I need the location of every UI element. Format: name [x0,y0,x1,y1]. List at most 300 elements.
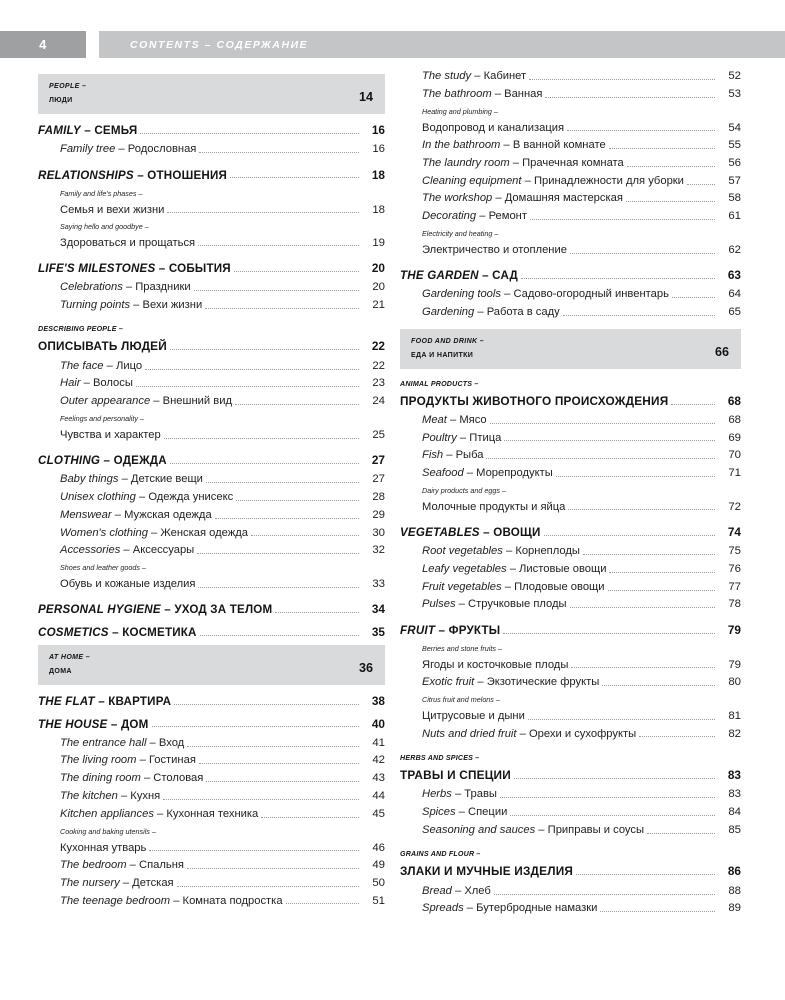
entry-title: Gardening – Работа в саду [422,305,560,318]
entry-page-number: 85 [728,823,741,836]
entry-title: Meat – Мясо [422,413,487,426]
entry-title: The living room – Гостиная [60,754,196,767]
entry-title-en: Menswear [60,508,112,521]
toc-entry-row[interactable] [60,752,385,770]
entry-title-ru: Корнеплоды [515,545,580,558]
entry-title: The workshop – Домашняя мастерская [422,192,623,205]
entry-title-en: Fish [422,449,444,462]
entry-title-ru: Домашняя мастерская [504,192,623,205]
entry-title-ru: Здороваться и прощаться [60,236,196,249]
toc-entry-row[interactable] [422,674,741,692]
entry-page-number: 25 [372,429,385,442]
entry-title-ru: Водопровод и канализация [422,121,565,134]
entry-page-number: 28 [372,490,385,503]
toc-entry-row[interactable] [60,788,385,806]
entry-page-number: 79 [727,623,741,637]
toc-entry-row[interactable] [60,542,385,560]
dot-leader [609,144,715,149]
entry-title-en: Seafood [422,467,464,480]
dot-leader [215,514,359,519]
entry-title-en: Cleaning equipment [422,174,522,187]
toc-chapter-row[interactable] [38,716,385,731]
entry-title: The study – Кабинет [422,70,527,83]
chapter-title: THE GARDEN – САД [400,269,518,283]
toc-chapter-row[interactable] [400,754,741,782]
toc-entry-row[interactable] [60,357,385,375]
entry-title-en: Pulses [422,598,456,611]
entry-page-number: 24 [372,395,385,408]
toc-entry-row[interactable] [422,786,741,804]
entry-title-ru: Обувь и кожаные изделия [60,578,196,591]
entry-page-number: 81 [728,710,741,723]
entry-title-en: Poultry [422,431,457,444]
toc-chapter-row[interactable] [38,627,385,639]
entry-page-number: 76 [728,562,741,575]
chapter-title: VEGETABLES – ОВОЩИ [400,526,541,540]
entry-title: Family tree – Родословная [60,142,197,155]
entry-title-ru: Семья и вехи жизни [60,203,165,216]
entry-title-en: In the bathroom [422,139,501,152]
toc-entry-row[interactable] [422,286,741,304]
toc-entry-row[interactable] [60,471,385,489]
entry-title-en: Outer appearance [60,395,151,408]
dot-leader [197,549,359,554]
toc-chapter-row[interactable] [38,263,385,275]
dot-leader [170,459,359,464]
entry-title: Spreads – Бутербродные намазки [422,902,598,915]
entry-title-ru: Рыба [455,449,484,462]
entry-title-ru: Аксессуары [132,544,195,557]
entry-page-number: 30 [372,526,385,539]
entry-title-ru: Чувства и характер [60,429,161,442]
toc-part-banner[interactable] [400,329,741,369]
entry-title-en: Spices [422,806,456,819]
dot-leader [152,722,360,727]
toc-entry-row[interactable] [60,806,385,824]
chapter-title-en: LIFE'S MILESTONES [38,262,156,276]
entry-title-en: The entrance hall [60,736,147,749]
toc-entry-row[interactable] [60,219,385,252]
entry-title-ru: Прачечная комната [522,156,624,169]
dot-leader [570,249,715,254]
chapter-title-ru: КОСМЕТИКА [122,626,197,640]
toc-entry-row[interactable] [422,86,741,104]
entry-page-number: 64 [728,288,741,301]
toc-entry-row[interactable] [422,692,741,725]
dot-leader [275,608,359,613]
dot-leader [494,890,715,895]
dot-leader [609,568,715,573]
entry-title-en: The dining room [60,772,141,785]
entry-title-en: Unisex clothing [60,490,136,503]
entry-title: Nuts and dried fruit – Орехи и сухофрукты [422,727,637,740]
chapter-title-ru: КВАРТИРА [108,694,172,708]
entry-title-ru: Садово-огородный инвентарь [513,288,669,301]
entry-title-en: Dairy products and eggs – [422,485,506,495]
chapter-title-ru: ОВОЩИ [493,526,541,540]
entry-page-number: 16 [372,142,385,155]
entry-title: Leafy vegetables – Листовые овощи [422,562,607,575]
entry-title-ru: Стручковые плоды [468,598,567,611]
entry-page-number: 61 [728,210,741,223]
toc-entry-row[interactable] [422,68,741,86]
entry-title: The teenage bedroom – Комната подростка [60,894,283,907]
entry-title-ru: Лицо [116,359,143,372]
entry-title: The bedroom – Спальня [60,858,184,871]
toc-entry-row[interactable] [60,507,385,525]
entry-page-number: 40 [371,716,385,731]
entry-title-en: Hair [60,377,81,390]
dot-leader [576,870,715,875]
dot-leader [199,148,359,153]
dot-leader [568,505,715,510]
entry-title-ru: Женская одежда [160,526,248,539]
entry-title: Seasoning and sauces – Приправы и соусы [422,823,645,836]
entry-title-ru: Ягоды и косточковые плоды [422,658,569,671]
dot-leader [140,129,359,134]
entry-page-number: 84 [728,806,741,819]
toc-entry-row[interactable] [60,185,385,218]
entry-title-ru: Травы [464,788,497,801]
toc-entry-row[interactable] [60,770,385,788]
toc-entry-row[interactable] [422,190,741,208]
entry-page-number: 46 [372,841,385,854]
entry-page-number: 79 [728,658,741,671]
entry-title: Fish – Рыба [422,449,484,462]
toc-chapter-row[interactable] [38,125,385,137]
chapter-title-en: THE GARDEN [400,269,479,283]
dot-leader [514,774,715,779]
toc-entry-row[interactable] [422,155,741,173]
entry-page-number: 34 [371,602,385,617]
entry-title-en: Shoes and leather goods – [60,563,146,573]
entry-title-en: The workshop [422,192,493,205]
dot-leader [199,759,359,764]
toc-entry-row[interactable] [422,412,741,430]
toc-entry-row[interactable] [422,804,741,822]
banner-title-ru: ЛЮДИ [49,97,73,104]
chapter-title: FAMILY – СЕМЬЯ [38,124,138,137]
entry-title-ru: Бутербродные намазки [476,902,598,915]
entry-page-number: 62 [728,244,741,257]
entry-title-en: Electricity and heating – [422,229,499,239]
toc-chapter-row[interactable] [400,850,741,878]
dot-leader [510,811,715,816]
dot-leader [170,345,359,350]
entry-title-ru: Вход [158,736,185,749]
entry-title-ru: Детская [132,876,174,889]
entry-page-number: 70 [728,449,741,462]
banner-page-number: 66 [714,344,729,359]
entry-title-ru: Детские вещи [130,473,203,486]
toc-chapter-row[interactable] [400,380,741,408]
entry-title-en: Family and life's phases – [60,188,143,198]
entry-title: Pulses – Стручковые плоды [422,598,567,611]
dot-leader [503,629,715,634]
chapter-title-en: FAMILY [38,124,81,137]
page-title: CONTENTS – СОДЕРЖАНИЕ [130,38,309,51]
entry-page-number: 27 [371,453,385,468]
toc-chapter-row[interactable] [400,270,741,282]
dot-leader [230,173,359,178]
entry-page-number: 21 [372,298,385,311]
toc-chapter-row[interactable] [38,167,385,182]
entry-title-ru: Приправы и соусы [547,823,645,836]
chapter-title-ru: ОТНОШЕНИЯ [147,168,228,182]
entry-title-en: Feelings and personality – [60,414,144,424]
chapter-title-en: DESCRIBING PEOPLE – [38,325,124,334]
toc-chapter-row[interactable] [38,604,385,616]
entry-title-ru: Кухонная утварь [60,841,147,854]
toc-entry-row[interactable] [60,823,385,856]
entry-page-number: 82 [728,727,741,740]
toc-entry-row[interactable] [422,822,741,840]
dot-leader [500,793,715,798]
entry-page-number: 55 [728,139,741,152]
dot-leader [567,126,715,131]
entry-title-ru: Птица [469,431,502,444]
toc-entry-row[interactable] [422,208,741,226]
dot-leader [530,215,715,220]
toc-entry-row[interactable] [60,734,385,752]
toc-entry-row[interactable] [60,411,385,444]
entry-title: The face – Лицо [60,359,143,372]
entry-title-ru: Хлеб [464,884,491,897]
entry-title-ru: В ванной комнате [512,139,606,152]
entry-title-ru: Мужская одежда [124,508,212,521]
entry-title-ru: Экзотические фрукты [486,676,600,689]
entry-title: Seafood – Морепродукты [422,467,553,480]
banner-title-en: FOOD AND DRINK – [411,337,485,345]
entry-page-number: 51 [372,894,385,907]
entry-title-ru: Морепродукты [476,467,553,480]
chapter-title-en: THE FLAT [38,694,95,708]
entry-title-en: Nuts and dried fruit [422,727,517,740]
entry-title-en: The bedroom [60,858,127,871]
header-bar [99,31,785,58]
toc-entry-row[interactable] [60,297,385,315]
entry-title-en: Women's clothing [60,526,148,539]
entry-title-ru: Праздники [135,281,191,294]
toc-entry-row[interactable] [422,561,741,579]
chapter-title: THE FLAT – КВАРТИРА [38,694,172,708]
toc-entry-row[interactable] [422,429,741,447]
toc-entry-row[interactable] [60,875,385,893]
toc-entry-row[interactable] [60,375,385,393]
entry-title-en: The kitchen [60,790,118,802]
entry-title-ru: Кабинет [483,70,527,83]
toc-entry-row[interactable] [422,543,741,561]
entry-page-number: 68 [727,393,741,408]
entry-title: Outer appearance – Внешний вид [60,395,232,408]
dot-leader [602,681,715,686]
entry-title-en: The nursery [60,876,120,889]
entry-title-en: Spreads [422,902,464,915]
entry-page-number: 54 [728,121,741,134]
toc-entry-row[interactable] [422,226,741,259]
entry-title: In the bathroom – В ванной комнате [422,139,606,152]
entry-page-number: 22 [371,339,385,354]
entry-title-ru: Ремонт [488,210,527,223]
toc-chapter-row[interactable] [38,325,385,353]
banner-title-en: AT HOME – [49,653,90,661]
chapter-title-en: GRAINS AND FLOUR – [400,850,481,859]
entry-page-number: 38 [371,693,385,708]
toc-entry-row[interactable] [60,560,385,593]
entry-title: Menswear – Мужская одежда [60,508,212,521]
toc-entry-row[interactable] [60,524,385,542]
entry-title-en: Berries and stone fruits – [422,643,502,653]
entry-page-number: 57 [728,174,741,187]
entry-page-number: 71 [728,467,741,480]
toc-chapter-row[interactable] [38,455,385,467]
entry-page-number: 53 [728,87,741,100]
entry-title-ru: Цитрусовые и дыни [422,710,525,723]
entry-page-number: 18 [371,167,385,182]
entry-page-number: 33 [372,578,385,591]
page-number: 4 [39,37,47,52]
entry-title-en: Turning points [60,298,131,311]
chapter-title-ru: ТРАВЫ И СПЕЦИИ [400,768,511,783]
dot-leader [164,434,359,439]
dot-leader [486,454,715,459]
dot-leader [251,531,359,536]
chapter-title-ru: ДОМ [120,717,149,731]
entry-title-en: Celebrations [60,281,123,294]
dot-leader [528,715,715,720]
toc-entry-row[interactable] [422,641,741,674]
dot-leader [545,93,715,98]
toc-part-banner[interactable] [38,74,385,114]
dot-leader [608,586,715,591]
chapter-title-ru: ОДЕЖДА [113,454,167,468]
entry-page-number: 18 [372,203,385,216]
toc-entry-row[interactable] [422,483,741,516]
entry-title-ru: Кухня [130,790,161,802]
toc-entry-row[interactable] [422,596,741,614]
toc-entry-row[interactable] [422,173,741,191]
page-header [0,31,785,58]
dot-leader [671,400,715,405]
dot-leader [167,208,359,213]
entry-title: The laundry room – Прачечная комната [422,156,624,169]
entry-title: Decorating – Ремонт [422,210,527,223]
dot-leader [647,829,715,834]
dot-leader [198,241,359,246]
dot-leader [194,286,359,291]
dot-leader [235,400,359,405]
entry-title-en: Gardening tools [422,288,501,301]
chapter-title-ru: ОПИСЫВАТЬ ЛЮДЕЙ [38,339,167,354]
chapter-title-en: CLOTHING [38,454,101,468]
entry-title-en: The face [60,359,104,372]
chapter-title-ru: УХОД ЗА ТЕЛОМ [174,603,273,617]
entry-page-number: 20 [372,281,385,294]
dot-leader [163,795,359,800]
toc-entry-row[interactable] [422,447,741,465]
chapter-title-en: THE HOUSE [38,717,108,731]
toc-entry-row[interactable] [60,857,385,875]
toc-part-banner[interactable] [38,645,385,685]
entry-title-ru: Мясо [459,413,487,426]
chapter-title: FRUIT – ФРУКТЫ [400,624,501,637]
entry-page-number: 49 [372,858,385,871]
entry-page-number: 50 [372,876,385,889]
chapter-title-ru: СОБЫТИЯ [168,262,231,276]
entry-title: Hair – Волосы [60,377,133,390]
entry-title-ru: Волосы [92,377,133,390]
entry-page-number: 29 [372,508,385,521]
entry-page-number: 32 [372,544,385,557]
toc-entry-row[interactable] [422,304,741,322]
toc-entry-row[interactable] [60,279,385,297]
dot-leader [187,742,359,747]
dot-leader [521,274,715,279]
entry-title: Spices – Специи [422,806,508,819]
entry-title-en: Meat [422,413,447,426]
toc-entry-row[interactable] [60,892,385,910]
toc-entry-row[interactable] [422,725,741,743]
entry-title-en: Bread [422,884,452,897]
entry-title-ru: Комната подростка [182,894,283,907]
toc-chapter-row[interactable] [38,693,385,708]
entry-title-en: Herbs [422,788,452,801]
toc-entry-row[interactable] [422,900,741,918]
toc-entry-row[interactable] [422,578,741,596]
dot-leader [544,531,715,536]
entry-title-ru: Одежда унисекс [148,490,234,503]
entry-page-number: 80 [728,676,741,689]
entry-title-en: Gardening [422,305,475,318]
entry-page-number: 45 [372,807,385,820]
chapter-title-ru: ПРОДУКТЫ ЖИВОТНОГО ПРОИСХОЖДЕНИЯ [400,393,669,408]
dot-leader [261,813,359,818]
chapter-title-ru: САД [492,269,518,283]
entry-title: Root vegetables – Корнеплоды [422,545,580,558]
entry-title-ru: Молочные продукты и яйца [422,500,566,513]
toc-entry-row[interactable] [422,882,741,900]
entry-page-number: 56 [728,156,741,169]
dot-leader [206,478,359,483]
banner-title-ru: ДОМА [49,667,72,675]
toc-entry-row[interactable] [60,393,385,411]
toc-entry-row[interactable] [60,141,385,159]
toc-chapter-row[interactable] [400,625,741,637]
dot-leader [600,907,715,912]
entry-title-en: Baby things [60,473,119,486]
toc-entry-row[interactable] [422,104,741,137]
toc-chapter-row[interactable] [400,527,741,539]
entry-title-ru: Спальня [139,858,184,871]
entry-title: Poultry – Птица [422,431,502,444]
entry-page-number: 83 [727,768,741,783]
entry-title-ru: Внешний вид [162,395,232,408]
toc-entry-row[interactable] [422,465,741,483]
dot-leader [639,732,715,737]
entry-title: Unisex clothing – Одежда унисекс [60,490,234,503]
entry-title-en: Exotic fruit [422,676,475,689]
entry-title-ru: Родословная [127,142,197,155]
entry-title: Cleaning equipment – Принадлежности для уборки [422,174,684,187]
entry-page-number: 83 [728,788,741,801]
banner-title-en: PEOPLE – [49,83,87,90]
entry-page-number: 20 [371,261,385,276]
toc-entry-row[interactable] [60,489,385,507]
toc-entry-row[interactable] [422,137,741,155]
entry-title-en: Saying hello and goodbye – [60,221,149,231]
entry-title-ru: Кухонная техника [166,807,259,820]
chapter-title-en: ANIMAL PRODUCTS – [400,379,479,388]
